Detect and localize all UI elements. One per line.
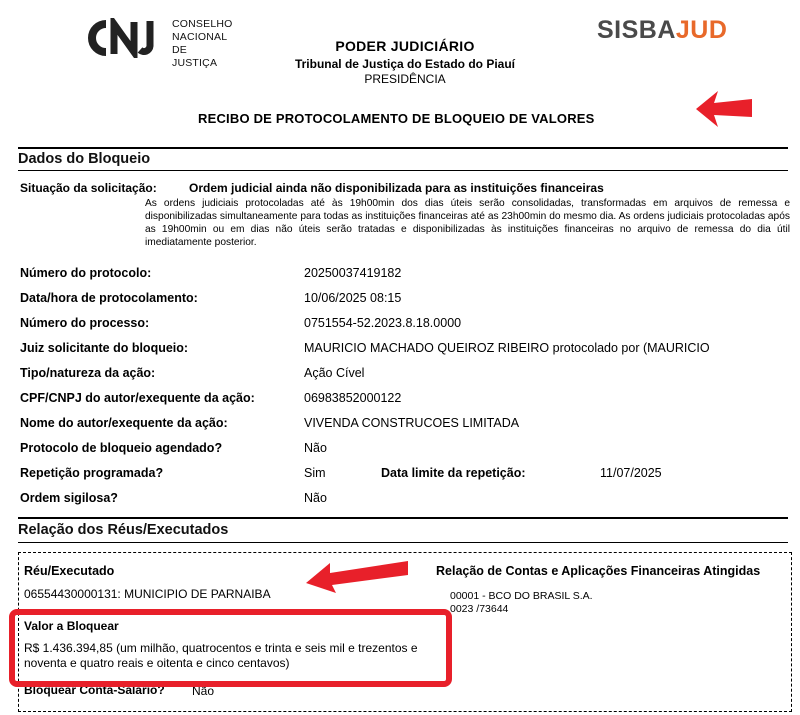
reu-value: 06554430000131: MUNICIPIO DE PARNAIBA — [24, 587, 271, 601]
tipo-acao-value: Ação Cível — [304, 366, 365, 380]
reus-rule-top — [18, 517, 788, 519]
processo-label: Número do processo: — [20, 316, 150, 330]
data-limite-value: 11/07/2025 — [600, 466, 662, 480]
sisbajud-logo-part2: JUD — [675, 16, 728, 44]
document-title: RECIBO DE PROTOCOLAMENTO DE BLOQUEIO DE VALORES — [198, 111, 595, 126]
data-limite-label: Data limite da repetição: — [381, 466, 526, 480]
situacao-value: Ordem judicial ainda não disponibilizada para as instituições financeiras — [189, 181, 604, 195]
sisbajud-logo-part1: SISBA — [597, 16, 676, 44]
conta-salario-label: Bloquear Conta-Salário? — [24, 683, 165, 697]
protocolo-label: Número do protocolo: — [20, 266, 152, 280]
conta-line-1: 00001 - BCO DO BRASIL S.A. — [450, 590, 593, 602]
juiz-label: Juiz solicitante do bloqueio: — [20, 341, 189, 355]
red-arrow-reu-icon — [304, 557, 410, 593]
header-center — [250, 38, 560, 86]
autor-value: VIVENDA CONSTRUCOES LIMITADA — [304, 416, 520, 430]
processo-value: 0751554-52.2023.8.18.0000 — [304, 316, 462, 330]
protocolo-value: 20250037419182 — [304, 266, 402, 280]
situacao-label: Situação da solicitação: — [20, 181, 157, 195]
conta-line-2: 0023 /73644 — [450, 603, 509, 615]
valor-head: Valor a Bloquear — [24, 619, 119, 633]
repeticao-value: Sim — [304, 466, 326, 480]
red-arrow-annotation-icon — [694, 88, 754, 130]
section-rule-bottom — [18, 170, 788, 171]
section-title-reus: Relação dos Réus/Executados — [18, 522, 229, 538]
header-presidencia: PRESIDÊNCIA — [364, 72, 446, 86]
cpf-cnpj-label: CPF/CNPJ do autor/exequente da ação: — [20, 391, 255, 405]
reu-head: Réu/Executado — [24, 564, 115, 578]
agendado-label: Protocolo de bloqueio agendado? — [20, 441, 223, 455]
situacao-note: As ordens judiciais protocoladas até às 19h00min dos dias úteis serão consolidadas, transformadas em arquivos de remessa e disponibilizadas simultaneamente para todas as instituições financeiras até as 23h00min do mesmo dia. As ordens judiciais protocoladas após as 19h00min ou em dias não úteis serão tratadas e disponibilizadas às instituições financeiras no arquivo de remessa do dia útil imediatamente posterior. — [145, 198, 790, 248]
sisbajud-logo — [597, 16, 727, 45]
valor-value: R$ 1.436.394,85 (um milhão, quatrocentos e trinta e seis mil e trezentos e noventa e quatro reais e oitenta e cinco centavos) — [24, 641, 418, 670]
cnj-logo — [84, 16, 234, 69]
sigilosa-label: Ordem sigilosa? — [20, 491, 118, 505]
cpf-cnpj-value: 06983852000122 — [304, 391, 402, 405]
juiz-value: MAURICIO MACHADO QUEIROZ RIBEIRO protocolado por (MAURICIO — [304, 341, 710, 355]
agendado-value: Não — [304, 441, 327, 455]
sigilosa-value: Não — [304, 491, 327, 505]
section-title-dados: Dados do Bloqueio — [18, 151, 151, 167]
header-tribunal: Tribunal de Justiça do Estado do Piauí — [294, 57, 516, 71]
data-hora-label: Data/hora de protocolamento: — [20, 291, 198, 305]
data-hora-value: 10/06/2025 08:15 — [304, 291, 402, 305]
autor-label: Nome do autor/exequente da ação: — [20, 416, 228, 430]
section-rule-top — [18, 147, 788, 149]
reus-rule-bottom — [18, 542, 788, 543]
tipo-acao-label: Tipo/natureza da ação: — [20, 366, 156, 380]
conta-salario-value: Não — [192, 684, 215, 698]
repeticao-label: Repetição programada? — [20, 466, 164, 480]
header-title: PODER JUDICIÁRIO — [335, 38, 475, 54]
contas-head: Relação de Contas e Aplicações Financeiras Atingidas — [436, 564, 761, 578]
cnj-logo-text: CONSELHO NACIONAL DE JUSTIÇA — [172, 18, 233, 69]
cnj-logo-mark — [84, 18, 166, 58]
